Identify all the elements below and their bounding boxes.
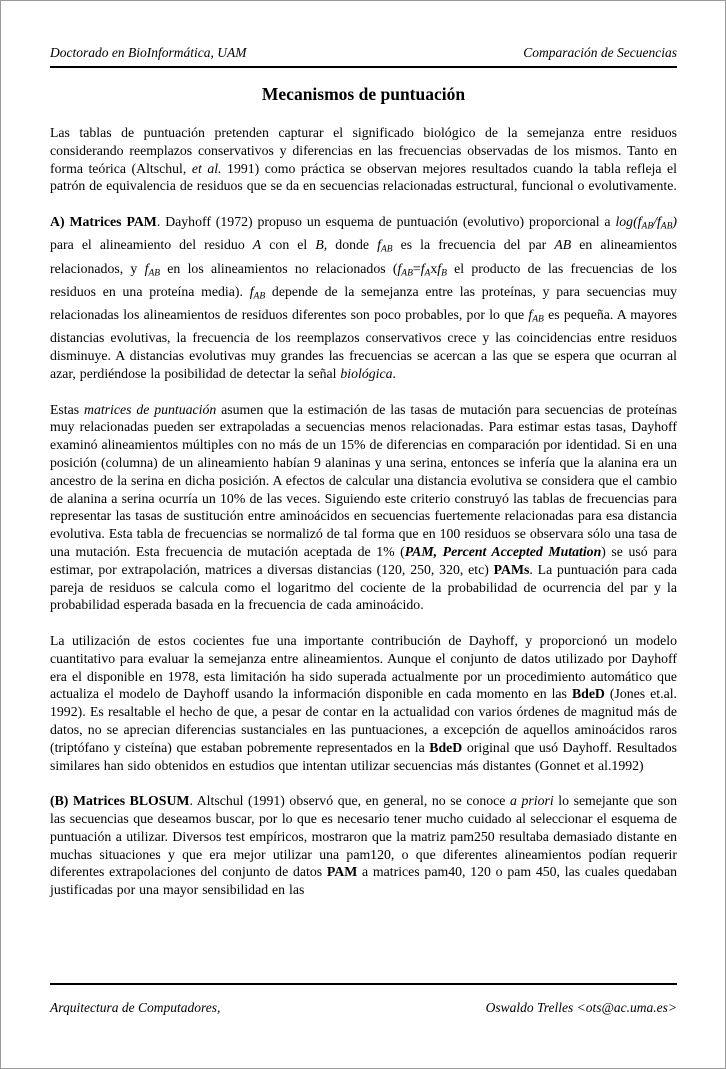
text-run: x	[430, 260, 438, 276]
text-run: f	[249, 283, 254, 299]
text-run: =	[412, 260, 421, 276]
text-run: A	[252, 237, 262, 253]
header-left-text: Doctorado en BioInformática, UAM	[50, 45, 247, 60]
document-content	[50, 45, 677, 899]
text-run: BdeD	[429, 739, 463, 755]
text-run: ) se usó para estimar, por extrapolación, matrices a diversas distancias (120, 250, 320, etc)	[50, 544, 677, 577]
text-run: AB	[401, 268, 413, 279]
paragraph	[50, 792, 677, 899]
text-run: . Dayhoff (1972) propuso un esquema de puntuación (evolutivo) proporcional a	[156, 213, 616, 229]
text-run: el producto de las frecuencias de los residuos en una proteína media).	[50, 260, 677, 299]
text-run: es pequeña. A mayores distancias evolutivas, la frecuencia de los reemplazos conservativos crece y las coincidencias entre residuos disminuye. A distancias evolutivas muy grandes las frecuencias se acercan a las que se espera que ocurran al azar, perdiéndose la posibilidad de detectar la señal	[50, 307, 677, 382]
text-run: et al.	[191, 160, 222, 176]
text-run: PAM, Percent Accepted Mutation	[404, 544, 602, 560]
text-run: BdeD	[571, 686, 605, 702]
text-run: . La puntuación para cada pareja de residuos se calcula como el logaritmo del cociente de la probabilidad de ocurrencia del par y la probabilidad esperada basada en la frecuencia de cada aminoácido.	[50, 561, 677, 613]
text-run: La utilización de estos cocientes fue una importante contribución de Dayhoff, y proporcionó un modelo cuantitativo para evaluar la semejanza entre alineamientos. Aunque el conjunto de datos utilizado por Dayhoff era el disponible en 1978, esta limitación ha sido superada actualmente por un procedimiento automático que actualiza el modelo de Dayhoff usando la información disponible en cada momento en las	[50, 633, 677, 702]
text-run: f	[377, 237, 381, 253]
text-run: con el	[261, 237, 316, 253]
text-run: A) Matrices PAM	[50, 213, 157, 229]
text-run: , donde	[323, 237, 378, 253]
text-run: f	[528, 307, 533, 323]
text-run: AB	[253, 291, 266, 302]
text-run: AB	[641, 221, 654, 232]
text-run: . Altschul (1991) observó que, en general, no se conoce	[189, 793, 510, 809]
text-run: AB	[148, 268, 161, 279]
document-body	[50, 124, 677, 899]
text-run: Estas	[50, 401, 84, 417]
text-run: .	[392, 366, 396, 382]
text-run: f	[397, 260, 402, 276]
text-run: biológica	[340, 366, 393, 382]
page-footer	[50, 983, 677, 1016]
text-run: B	[441, 268, 447, 279]
text-run: )	[672, 213, 678, 229]
text-run: (B) Matrices BLOSUM	[50, 793, 190, 809]
text-run: PAM	[326, 864, 358, 880]
text-run: AB	[554, 237, 572, 253]
text-run: asumen que la estimación de las tasas de mutación para secuencias de proteínas muy relacionadas pueden ser extrapoladas a secuencias menos relacionadas. Para estimar estas tasas, Dayhoff examinó alineamientos múltiples con no más de un 15% de diferencias en comparación por identidad. Si en una posición (columna) de un alineamiento habían 9 alaninas y una serina, entonces se infería que la alanina era un ancestro de la serina en dicha posición. A efectos de calcular una distancia evolutiva se considera que el cambio de alanina a serina ocurría un 10% de las veces. Siguiendo este criterio construyó las tablas de frecuencias para representar las tasas de sustitución entre aminoácidos en secuencias fuertemente relacionadas para esa distancia evolutiva. Esta tabla de frecuencias se normalizó de tal forma que en 100 residuos se observara sólo una tasa de una mutación. Esta frecuencia de mutación aceptada de 1% (	[50, 401, 678, 560]
text-run: 1991) como práctica se observan mejores resultados cuando la tabla refleja el patrón de equivalencia de residuos que se da en secuencias relacionadas estructural, funcional o evolutivamente.	[50, 160, 677, 194]
text-run: lo semejante que son las secuencias que deseamos buscar, por lo que es necesario tener mucho cuidado al seleccionar el esquema de puntuación a utilizar. Diversos test empíricos, mostraron que la matriz pam250 resultaba demasiado distante en muchas situaciones y que era mejor utilizar una pam120, o que diferentes alineamientos podían requerir diferentes extrapolaciones del conjunto de datos	[50, 793, 677, 880]
text-run: en los alineamientos no relacionados (	[160, 260, 398, 276]
text-run: depende de la semejanza entre las proteínas, y para secuencias muy relacionadas los alineamientos de residuos diferentes son poco probables, por lo que	[50, 283, 677, 323]
paragraph	[50, 632, 677, 774]
text-run: a priori	[509, 793, 554, 809]
text-run: PAMs	[493, 561, 530, 577]
text-run: es la frecuencia del par	[392, 237, 555, 253]
paragraph	[50, 124, 677, 195]
text-run: f	[144, 260, 149, 276]
text-run: log(f	[615, 213, 642, 229]
footer-right-text: Oswaldo Trelles <ots@ac.uma.es>	[485, 1000, 677, 1015]
header-right-text: Comparación de Secuencias	[523, 45, 677, 60]
text-run: f	[420, 260, 425, 276]
text-run: AB	[660, 221, 673, 232]
text-run: B	[315, 237, 324, 253]
text-run: en alineamientos relacionados, y	[50, 237, 677, 276]
text-run: para el alineamiento del residuo	[50, 237, 253, 253]
text-run: AB	[380, 244, 393, 255]
text-run: AB	[532, 314, 544, 325]
text-run: A	[424, 268, 431, 279]
paragraph	[50, 401, 677, 615]
text-run: original que usó Dayhoff. Resultados similares han sido obtenidos en estudios que intentan utilizar secuencias más distantes (Gonnet et al.1992)	[50, 739, 677, 773]
text-run: (Jones et.al. 1992). Es resaltable el hecho de que, a pesar de contar en la actualidad con varios órdenes de magnitud más de datos, no se aprecian diferencias sustanciales en las puntuaciones, a excepción de aquellos aminoácidos raros (triptófano y cisteína) que estaban pobremente representados en la	[50, 686, 677, 755]
paragraph	[50, 213, 677, 383]
text-run: f	[437, 260, 442, 276]
page-header	[50, 45, 677, 68]
text-run: Las tablas de puntuación pretenden capturar el significado biológico de la semejanza entre residuos considerando reemplazos conservativos y diferencias en las frecuencias observadas de los mismos. Tanto en forma teórica (Altschul,	[50, 125, 677, 176]
text-run: a matrices pam40, 120 o pam 450, las cuales quedaban justificadas por una mayor sensibilidad en las	[50, 864, 677, 898]
footer-left-text: Arquitectura de Computadores,	[50, 1000, 221, 1015]
page-title: Mecanismos de puntuación	[261, 84, 466, 104]
text-run: /f	[653, 213, 661, 229]
text-run: matrices de puntuación	[83, 401, 217, 417]
